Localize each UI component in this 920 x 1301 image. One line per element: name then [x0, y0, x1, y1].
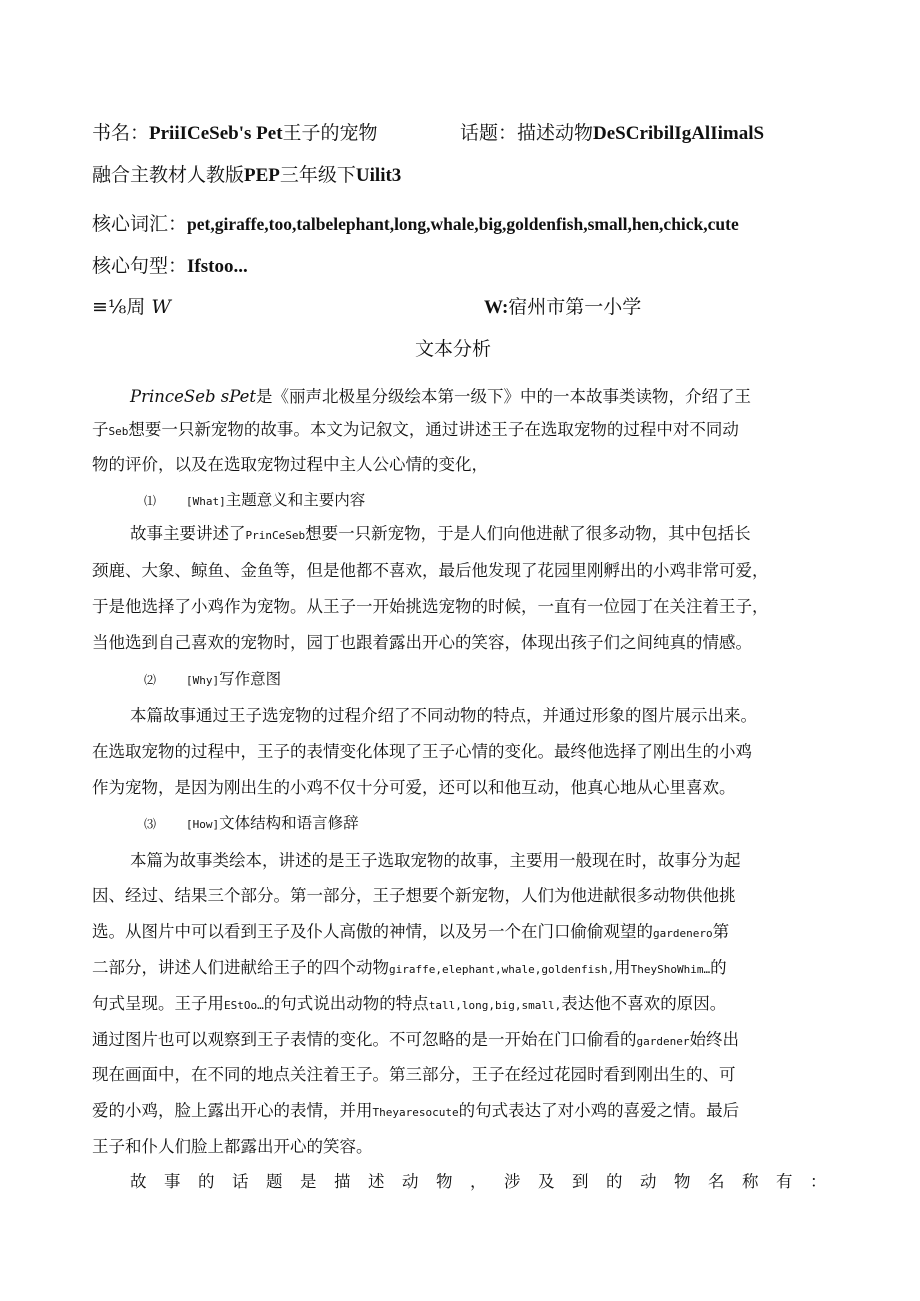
section-title: 文本分析 — [415, 338, 492, 360]
section-tag: [Why] — [186, 674, 220, 687]
how-line-4 — [92, 954, 727, 978]
inline-term: Theyaresocute — [372, 1106, 459, 1119]
book-label: 书名： — [92, 122, 150, 144]
para-text: 爱的小鸡，脸上露出开心的表情，并用 — [92, 1101, 373, 1120]
inline-term: tall,long,big,small, — [428, 999, 562, 1012]
inline-term: Seb — [108, 425, 129, 438]
intro-text: 想要一只新宠物的故事。本文为记叙文，通过讲述王子在选取宠物的过程中对不同动 — [128, 420, 739, 439]
how-line-9: 王子和仆人们脸上都露出开心的笑容。 — [92, 1137, 373, 1156]
inline-term: giraffe,elephant,whale,goldenfish, — [389, 963, 615, 976]
why-line-2: 在选取宠物的过程中，王子的表情变化体现了王子心情的变化。最终他选择了刚出生的小鸡 — [92, 742, 752, 761]
school-line — [484, 292, 641, 319]
para-text: 想要一只新宠物，于是人们向他进献了很多动物，其中包括长 — [305, 524, 751, 543]
author-name: ≡⅛周 — [92, 296, 146, 318]
para-text: 二部分，讲述人们进献给王子的四个动物 — [92, 958, 389, 977]
author-mark: W — [151, 296, 171, 318]
inline-term: gardener — [636, 1035, 690, 1048]
intro-text: 子 — [92, 420, 109, 439]
intro-line-3: 物的评价，以及在选取宠物过程中主人公心情的变化， — [92, 455, 488, 474]
school-prefix: W: — [484, 297, 509, 318]
textbook-grade: 三年级下 — [279, 164, 356, 186]
what-line-1 — [130, 520, 751, 544]
what-line-4: 当他选到自己喜欢的宠物时，园丁也跟着露出开心的笑容，体现出孩子们之间纯真的情感。 — [92, 633, 752, 652]
what-line-2: 颈鹿、大象、鲸鱼、金鱼等，但是他都不喜欢，最后他发现了花园里刚孵出的小鸡非常可爱， — [92, 561, 769, 580]
para-text: 的句式表达了对小鸡的喜爱之情。最后 — [458, 1101, 740, 1120]
section-number: ⑶ — [144, 817, 157, 831]
section-title-text: 写作意图 — [219, 670, 282, 688]
book-title-line — [92, 118, 378, 145]
intro-text: 是《丽声北极星分级绘本第一级下》中的一本故事类读物，介绍了王 — [256, 387, 751, 406]
textbook-unit: Uilit3 — [355, 165, 402, 186]
intro-line-1 — [130, 383, 751, 407]
school-name: 宿州市第一小学 — [508, 296, 642, 318]
inline-term: EStOo… — [224, 999, 264, 1012]
intro-line-2 — [92, 416, 739, 440]
inline-term: TheyShoWhim… — [630, 963, 711, 976]
book-title-cn: 王子的宠物 — [282, 122, 378, 144]
vocab-label: 核心词汇： — [92, 213, 188, 235]
para-text: 的句式说出动物的特点 — [263, 994, 429, 1013]
topic-line-1: 故事的话题是描述动物，涉及到的动物名称有： — [130, 1172, 844, 1191]
how-line-6 — [92, 1026, 739, 1050]
para-text: 用 — [614, 958, 631, 977]
section-heading-how — [144, 811, 359, 833]
how-line-3 — [92, 918, 729, 942]
how-line-2: 因、经过、结果三个部分。第一部分，王子想要个新宠物，人们为他进献很多动物供他挑 — [92, 886, 736, 905]
topic-line — [460, 118, 764, 145]
how-line-1: 本篇为故事类绘本，讲述的是王子选取宠物的故事，主要用一般现在时，故事分为起 — [130, 851, 741, 870]
section-tag: [What] — [186, 495, 226, 508]
why-line-1: 本篇故事通过王子选宠物的过程介绍了不同动物的特点，并通过形象的图片展示出来。 — [130, 706, 757, 725]
what-line-3: 于是他选择了小鸡作为宠物。从王子一开始挑选宠物的时候，一直有一位园丁在关注着王子， — [92, 597, 769, 616]
para-text: 故事主要讲述了 — [130, 524, 246, 543]
section-number: ⑵ — [144, 673, 157, 687]
how-line-7: 现在画面中，在不同的地点关注着王子。第三部分，王子在经过花园时看到刚出生的、可 — [92, 1065, 736, 1084]
book-title-en: PriiICeSeb's Pet — [149, 123, 283, 144]
section-heading-why — [144, 667, 281, 689]
vocab-words: pet,giraffe,too,talbelephant,long,whale,big,goldenfish,small,hen,chick,cute — [187, 214, 739, 234]
inline-term: gardenero — [653, 927, 713, 940]
textbook-line — [92, 160, 401, 187]
section-title-text: 主题意义和主要内容 — [225, 491, 366, 509]
para-text: 句式呈现。王子用 — [92, 994, 224, 1013]
how-line-8 — [92, 1097, 739, 1121]
para-text: 始终出 — [689, 1030, 739, 1049]
why-line-3: 作为宠物，是因为刚出生的小鸡不仅十分可爱，还可以和他互动，他真心地从心里喜欢。 — [92, 778, 736, 797]
topic-label: 话题：描述动物 — [460, 122, 594, 144]
author-line — [92, 292, 171, 319]
inline-term: PrinCeSeb — [245, 529, 306, 542]
para-text: 表达他不喜欢的原因。 — [561, 994, 727, 1013]
section-heading-what — [144, 488, 365, 510]
textbook-pep: PEP — [244, 165, 280, 186]
section-number: ⑴ — [144, 494, 157, 508]
para-text: 选。从图片中可以看到王子及仆人高傲的神情，以及另一个在门口偷偷观望的 — [92, 922, 653, 941]
section-title-text: 文体结构和语言修辞 — [219, 814, 359, 832]
sentence-label: 核心句型： — [92, 255, 188, 277]
book-title-italic: PrinceSeb sPet — [130, 387, 256, 406]
para-text: 第 — [712, 922, 730, 941]
sentence-line — [92, 251, 248, 278]
vocab-line — [92, 209, 739, 236]
how-line-5 — [92, 990, 726, 1014]
para-text: 通过图片也可以观察到王子表情的变化。不可忽略的是一开始在门口偷看的 — [92, 1030, 637, 1049]
section-tag: [How] — [186, 818, 220, 831]
textbook-prefix: 融合主教材人教版 — [92, 164, 245, 186]
para-text: 的 — [710, 958, 727, 977]
topic-en: DeSCribilIgAlIimalS — [593, 123, 765, 144]
sentence-value: Ifstoo... — [187, 256, 248, 277]
